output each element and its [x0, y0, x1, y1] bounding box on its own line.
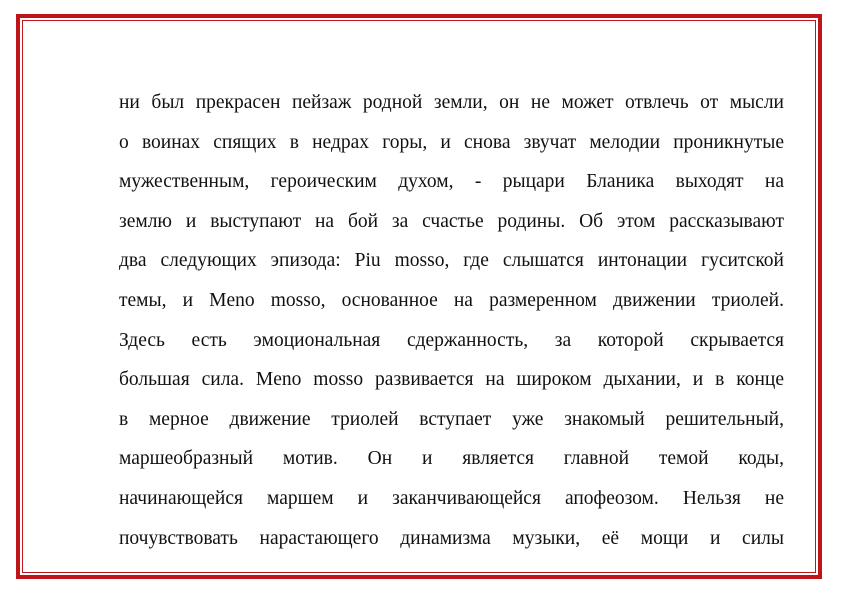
text-line-11: начинающейся маршем и заканчивающейся апофеозом. Нельзя не [119, 487, 784, 509]
text-line-5: два следующих эпизода: Piu mosso, где слышатся интонации гуситской [119, 250, 784, 272]
text-line-7: Здесь есть эмоциональная сдержанность, за которой скрывается [119, 329, 784, 351]
text-line-8: большая сила. Meno mosso развивается на широком дыхании, и в конце [119, 369, 784, 391]
text-line-9: в мерное движение триолей вступает уже знакомый решительный, [119, 408, 784, 430]
text-line-3: мужественным, героическим духом, - рыцари Бланика выходят на [119, 171, 784, 193]
text-line-6: темы, и Meno mosso, основанное на размеренном движении триолей. [119, 289, 784, 311]
body-text [119, 83, 784, 558]
text-line-4: землю и выступают на бой за счастье родины. Об этом рассказывают [119, 210, 784, 232]
text-line-2: о воинах спящих в недрах горы, и снова звучат мелодии проникнутые [119, 131, 784, 153]
text-line-10: маршеобразный мотив. Он и является главной темой коды, [119, 448, 784, 470]
text-line-12: почувствовать нарастающего динамизма музыки, её мощи и силы [119, 527, 784, 549]
text-line-1: ни был прекрасен пейзаж родной земли, он не может отвлечь от мысли [119, 92, 784, 113]
